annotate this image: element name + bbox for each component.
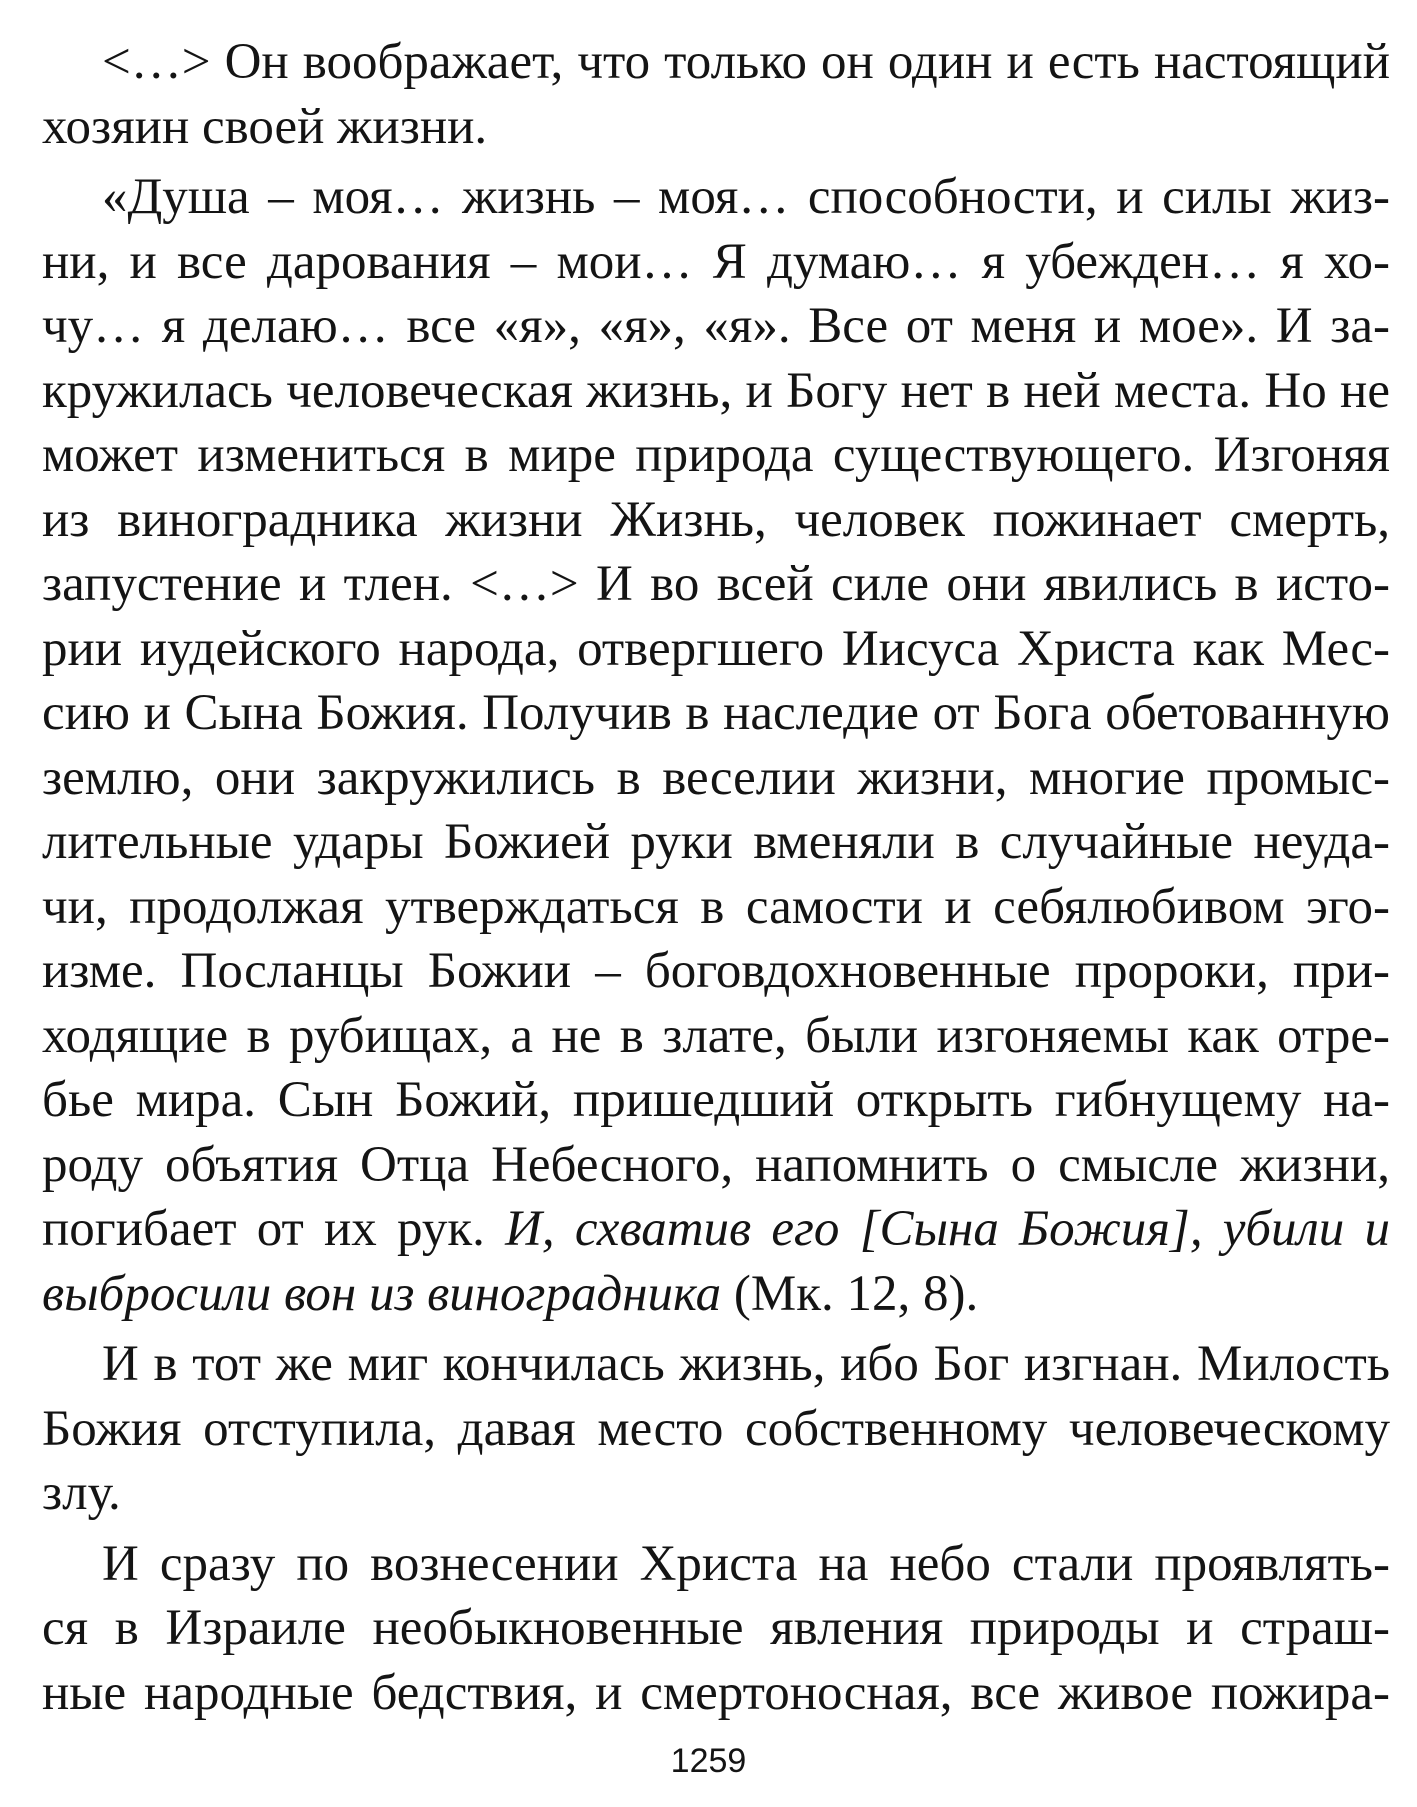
text-line — [42, 1262, 1390, 1327]
body-text — [42, 30, 1390, 1725]
scripture-quote-italic: выбросили вон из виноградника — [42, 1265, 722, 1322]
text-line: чи, продолжая утверждаться в самости и себялюбивом эго- — [42, 878, 1390, 935]
text-line: изме. Посланцы Божии – боговдохновенные пророки, при- — [42, 943, 1390, 999]
text-line: хозяин своей жизни. — [42, 98, 488, 155]
page-number: 1259 — [670, 1742, 747, 1780]
text-line: может измениться в мире природа существующего. Изгоняя — [42, 427, 1390, 483]
text-segment: погибает от их рук. — [42, 1201, 506, 1257]
text-line: чу… я делаю… все «я», «я», «я». Все от меня и мое». И за- — [42, 298, 1390, 354]
text-line: ни, и все дарования – мои… Я думаю… я убежден… я хо- — [42, 233, 1390, 290]
text-line: ся в Израиле необыкновенные явления природы и страш- — [42, 1600, 1390, 1656]
text-line: рии иудейского народа, отвергшего Иисуса Христа как Мес- — [42, 620, 1390, 677]
scripture-reference: (Мк. 12, 8). — [721, 1265, 979, 1322]
text-line: злу. — [42, 1465, 121, 1521]
text-line: И в тот же миг кончилась жизнь, ибо Бог изгнан. Милость — [102, 1336, 1390, 1392]
text-line: ходящие в рубищах, а не в злате, были изгоняемы как отре- — [42, 1007, 1390, 1064]
text-line: бье мира. Сын Божий, пришедший открыть гибнущему на- — [42, 1072, 1390, 1128]
text-line: лительные удары Божией руки вменяли в случайные неуда- — [42, 814, 1390, 870]
text-line: Божия отступила, давая место собственному человеческому — [42, 1400, 1390, 1457]
text-line: кружилась человеческая жизнь, и Богу нет в ней места. Но не — [42, 362, 1390, 419]
text-line: землю, они закружились в веселии жизни, многие промыс- — [42, 749, 1390, 806]
text-line: <…> Он воображает, что только он один и есть настоящий — [102, 34, 1390, 90]
scripture-quote-italic: И, схватив его [Сына Божия], убили и — [505, 1201, 1390, 1257]
text-line: «Душа – моя… жизнь – моя… способности, и силы жиз- — [102, 169, 1390, 225]
text-line: из виноградника жизни Жизнь, человек пожинает смерть, — [42, 491, 1390, 548]
text-line: роду объятия Отца Небесного, напомнить о смысле жизни, — [42, 1136, 1390, 1193]
text-line: запустение и тлен. <…> И во всей силе они явились в исто- — [42, 556, 1390, 612]
text-line: И сразу по вознесении Христа на небо стали проявлять- — [102, 1535, 1390, 1592]
text-line: ные народные бедствия, и смертоносная, все живое пожира- — [42, 1664, 1390, 1721]
text-line — [42, 1197, 1390, 1262]
text-line: сию и Сына Божия. Получив в наследие от Бога обетованную — [42, 685, 1390, 741]
